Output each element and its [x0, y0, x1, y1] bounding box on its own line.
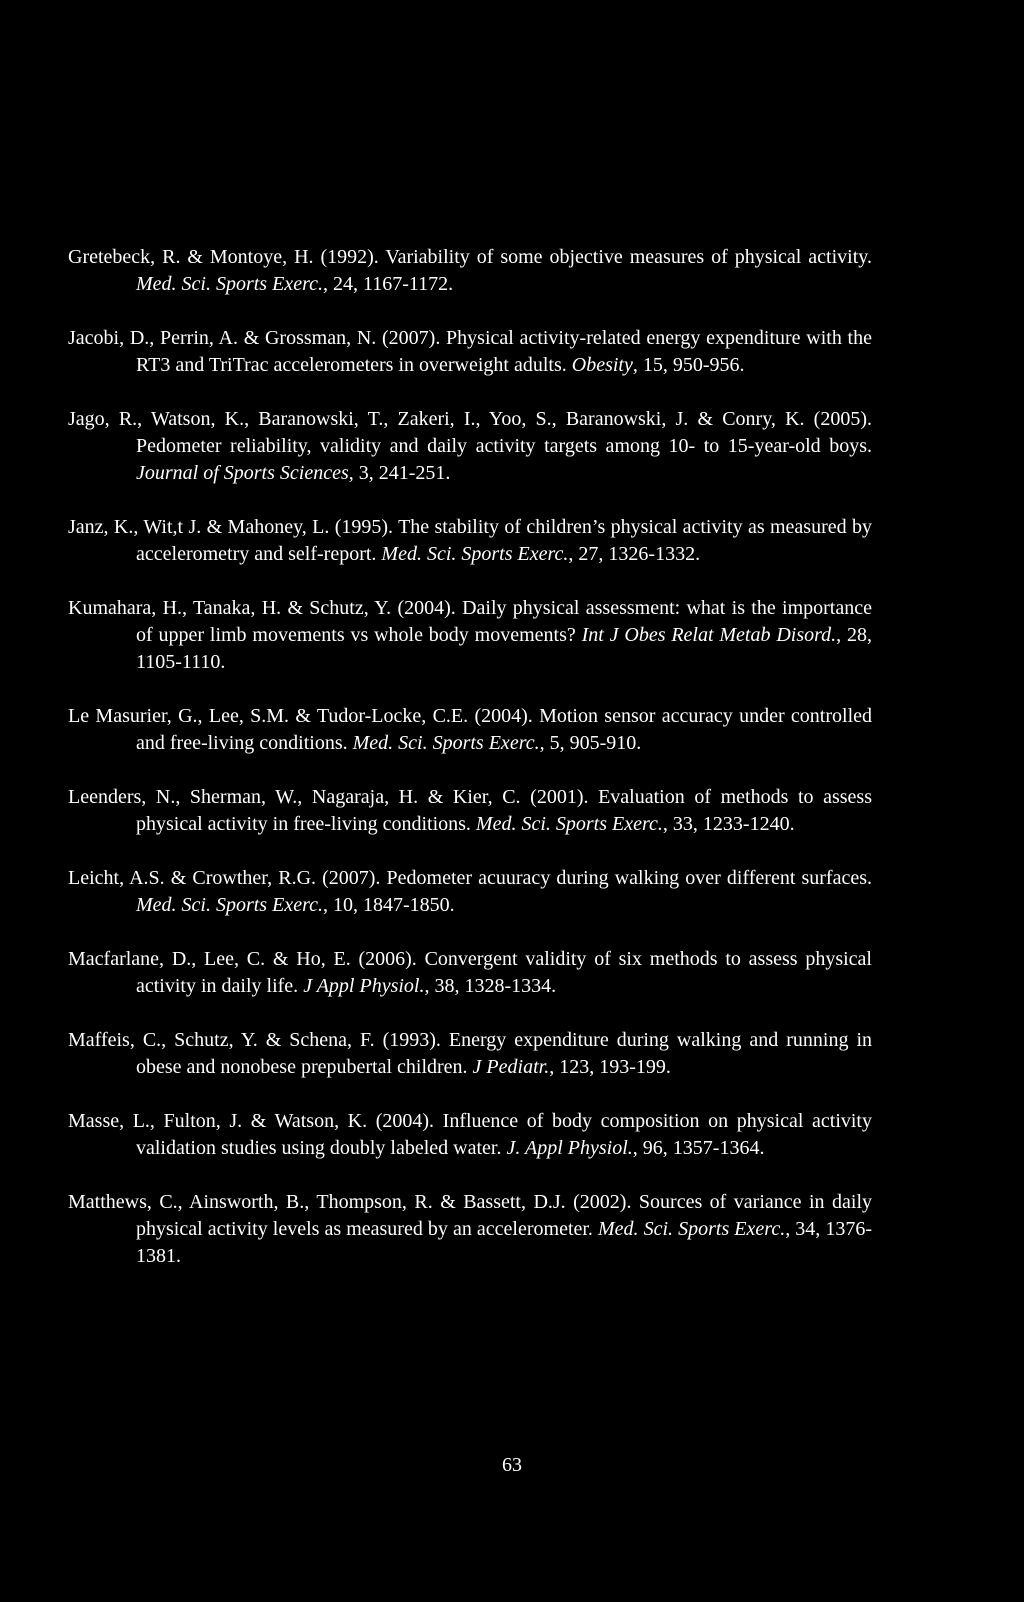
journal-title: Journal of Sports Sciences — [136, 462, 349, 484]
reference-text: Janz, K., Wit,t J. & Mahoney, L. (1995). The stability of children’s physical activity as measured by accelerometry and self-report. — [68, 516, 872, 565]
page-number: 63 — [502, 1454, 522, 1476]
reference-volume-pages: , 38, 1328-1334. — [424, 975, 557, 997]
journal-title: Med. Sci. Sports Exerc. — [475, 813, 663, 835]
journal-title: J Pediatr. — [472, 1056, 550, 1078]
reference-volume-pages: , 10, 1847-1850. — [322, 894, 455, 916]
reference-entry — [68, 1108, 872, 1162]
reference-volume-pages: , 24, 1167-1172. — [322, 273, 454, 295]
reference-volume-pages: , 3, 241-251. — [348, 462, 451, 484]
reference-entry — [68, 514, 872, 568]
reference-volume-pages: , 96, 1357-1364. — [632, 1137, 765, 1159]
reference-text: Jago, R., Watson, K., Baranowski, T., Zakeri, I., Yoo, S., Baranowski, J. & Conry, K. (2005). Pedometer reliability, validity and daily activity targets among 10- to 15-year-old boys. — [68, 408, 872, 457]
reference-entry — [68, 784, 872, 838]
reference-entry — [68, 703, 872, 757]
reference-volume-pages: , 15, 950-956. — [632, 354, 745, 376]
reference-text: Le Masurier, G., Lee, S.M. & Tudor-Locke, C.E. (2004). Motion sensor accuracy under controlled and free-living conditions. — [68, 705, 872, 754]
journal-title: Obesity — [571, 354, 633, 376]
reference-volume-pages: , 28, 1105-1110. — [136, 624, 873, 673]
reference-volume-pages: , 5, 905-910. — [539, 732, 642, 754]
reference-volume-pages: , 123, 193-199. — [549, 1056, 671, 1078]
reference-text: Leicht, A.S. & Crowther, R.G. (2007). Pedometer acuuracy during walking over different surfaces. — [68, 867, 872, 889]
reference-volume-pages: , 34, 1376-1381. — [136, 1218, 872, 1267]
reference-list — [68, 244, 872, 1297]
reference-volume-pages: , 33, 1233-1240. — [662, 813, 795, 835]
reference-entry — [68, 946, 872, 1000]
reference-entry — [68, 865, 872, 919]
reference-entry — [68, 244, 872, 298]
journal-title: J Appl Physiol. — [303, 975, 425, 997]
reference-text: Jacobi, D., Perrin, A. & Grossman, N. (2007). Physical activity-related energy expenditure with the RT3 and TriTrac accelerometers in overweight adults. — [68, 327, 872, 376]
reference-entry — [68, 1027, 872, 1081]
reference-text: Masse, L., Fulton, J. & Watson, K. (2004). Influence of body composition on physical activity validation studies using doubly labeled water. — [68, 1110, 872, 1159]
reference-entry — [68, 1189, 872, 1270]
journal-title: Med. Sci. Sports Exerc. — [136, 273, 323, 295]
reference-volume-pages: , 27, 1326-1332. — [568, 543, 701, 565]
reference-text: Macfarlane, D., Lee, C. & Ho, E. (2006). Convergent validity of six methods to assess physical activity in daily life. — [68, 948, 872, 997]
journal-title: Int J Obes Relat Metab Disord. — [581, 624, 837, 646]
journal-title: J. Appl Physiol. — [506, 1137, 633, 1159]
journal-title: Med. Sci. Sports Exerc. — [598, 1218, 786, 1240]
journal-title: Med. Sci. Sports Exerc. — [136, 894, 323, 916]
reference-text: Gretebeck, R. & Montoye, H. (1992). Variability of some objective measures of physical activity. — [68, 246, 872, 268]
reference-entry — [68, 325, 872, 379]
journal-title: Med. Sci. Sports Exerc. — [352, 732, 540, 754]
reference-entry — [68, 595, 872, 676]
reference-text: Leenders, N., Sherman, W., Nagaraja, H. & Kier, C. (2001). Evaluation of methods to assess physical activity in free-living conditions. — [68, 786, 872, 835]
reference-text: Matthews, C., Ainsworth, B., Thompson, R. & Bassett, D.J. (2002). Sources of variance in daily physical activity levels as measured by an accelerometer. — [68, 1191, 872, 1240]
reference-text: Kumahara, H., Tanaka, H. & Schutz, Y. (2004). Daily physical assessment: what is the importance of upper limb movements vs whole body movements? — [68, 597, 872, 646]
reference-text: Maffeis, C., Schutz, Y. & Schena, F. (1993). Energy expenditure during walking and running in obese and nonobese prepubertal children. — [68, 1029, 872, 1078]
journal-title: Med. Sci. Sports Exerc. — [381, 543, 569, 565]
reference-entry — [68, 406, 872, 487]
